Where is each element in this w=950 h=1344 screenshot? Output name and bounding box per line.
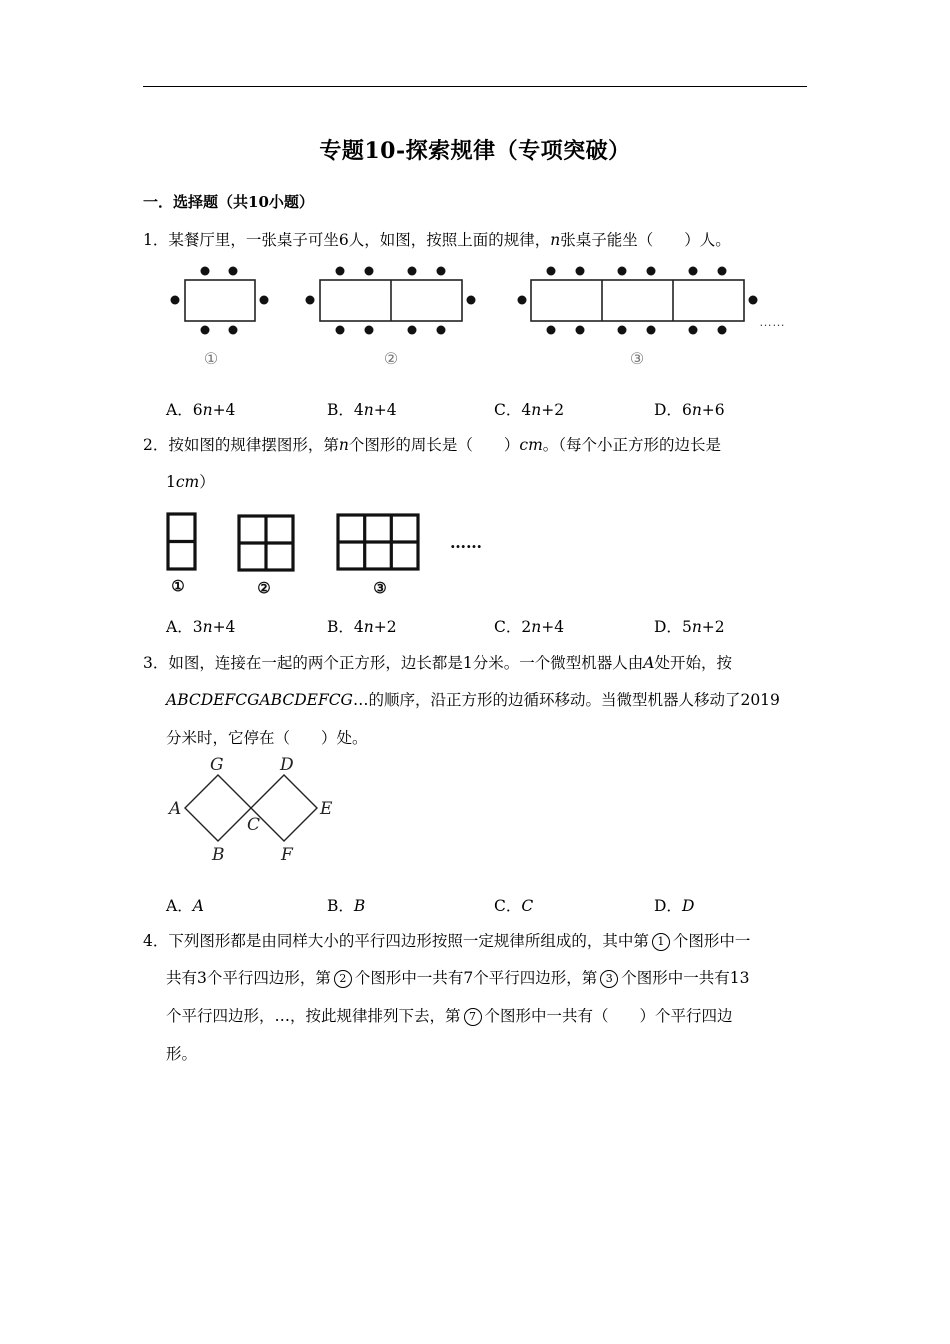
q1-stem: 1．某餐厅里，一张桌子可坐6人，如图，按照上面的规律，n张桌子能坐（ ）人。	[143, 231, 731, 249]
q2-option-d[interactable]: D．5n+2	[654, 618, 725, 636]
q1-fig-label-3: ③	[629, 349, 645, 368]
q1-option-d[interactable]: D．6n+6	[654, 401, 725, 419]
q1-fig-label-2: ②	[383, 349, 399, 368]
circled-1: 1	[652, 933, 670, 951]
q2-stem: 2．按如图的规律摆图形，第n个图形的周长是（ ）cm。（每个小正方形的边长是	[143, 436, 722, 454]
header-rule	[143, 86, 807, 87]
page-title: 专题10-探索规律（专项突破）	[319, 138, 631, 164]
q1-ellipsis: ……	[759, 314, 785, 329]
q3-label-d: D	[280, 755, 294, 775]
q2-fig-label-2: ②	[257, 579, 271, 597]
q2-fig-label-3: ③	[373, 579, 387, 597]
circled-7: 7	[464, 1008, 482, 1026]
q2-option-a[interactable]: A．3n+4	[166, 618, 236, 636]
q3-label-b: B	[212, 845, 225, 865]
q1-option-a[interactable]: A．6n+4	[166, 401, 236, 419]
q4-stem-line3: 个平行四边形，…，按此规律排列下去，第 7 个图形中一共有（ ）个平行四边	[166, 1007, 733, 1025]
q4-stem: 4．下列图形都是由同样大小的平行四边形按照一定规律所组成的，其中第 1 个图形中一	[143, 932, 751, 950]
q3-stem-line3: 分米时，它停在（ ）处。	[166, 729, 368, 747]
q2-option-b[interactable]: B．4n+2	[327, 618, 397, 636]
q3-option-a[interactable]: A．A	[166, 897, 204, 915]
q4-stem-line4: 形。	[166, 1045, 198, 1063]
q2-option-c[interactable]: C．2n+4	[494, 618, 565, 636]
q4-stem-line2: 共有3个平行四边形，第 2 个图形中一共有7个平行四边形，第 3 个图形中一共有13	[166, 969, 750, 987]
q1-fig-label-1: ①	[203, 349, 219, 368]
q3-stem: 3．如图，连接在一起的两个正方形，边长都是1分米。一个微型机器人由A处开始，按	[143, 654, 732, 672]
q1-option-c[interactable]: C．4n+2	[494, 401, 565, 419]
q3-label-g: G	[210, 755, 224, 775]
q3-squares-figure	[160, 752, 350, 867]
q2-fig-label-1: ①	[171, 577, 185, 595]
q2-ellipsis: ……	[450, 533, 482, 552]
q3-label-f: F	[281, 845, 293, 865]
q3-option-b[interactable]: B．B	[327, 897, 366, 915]
q1-number: 1．	[143, 231, 169, 249]
section-heading: 一．选择题（共10小题）	[143, 193, 314, 211]
q2-stem-line2: 1cm）	[166, 473, 215, 491]
q2-squares-figure	[160, 505, 500, 600]
q3-label-e: E	[320, 799, 333, 819]
q3-label-a: A	[169, 799, 182, 819]
circled-2: 2	[334, 970, 352, 988]
q3-number: 3．	[143, 654, 169, 672]
q3-label-c: C	[247, 815, 261, 835]
q3-option-c[interactable]: C．C	[494, 897, 534, 915]
q1-tables-figure	[160, 258, 810, 373]
circled-3: 3	[600, 970, 618, 988]
q3-option-d[interactable]: D．D	[654, 897, 695, 915]
q3-stem-line2: ABCDEFCGABCDEFCG…的顺序，沿正方形的边循环移动。当微型机器人移动了2019	[166, 691, 780, 709]
q4-number: 4．	[143, 932, 169, 950]
q1-option-b[interactable]: B．4n+4	[327, 401, 397, 419]
q2-number: 2．	[143, 436, 169, 454]
